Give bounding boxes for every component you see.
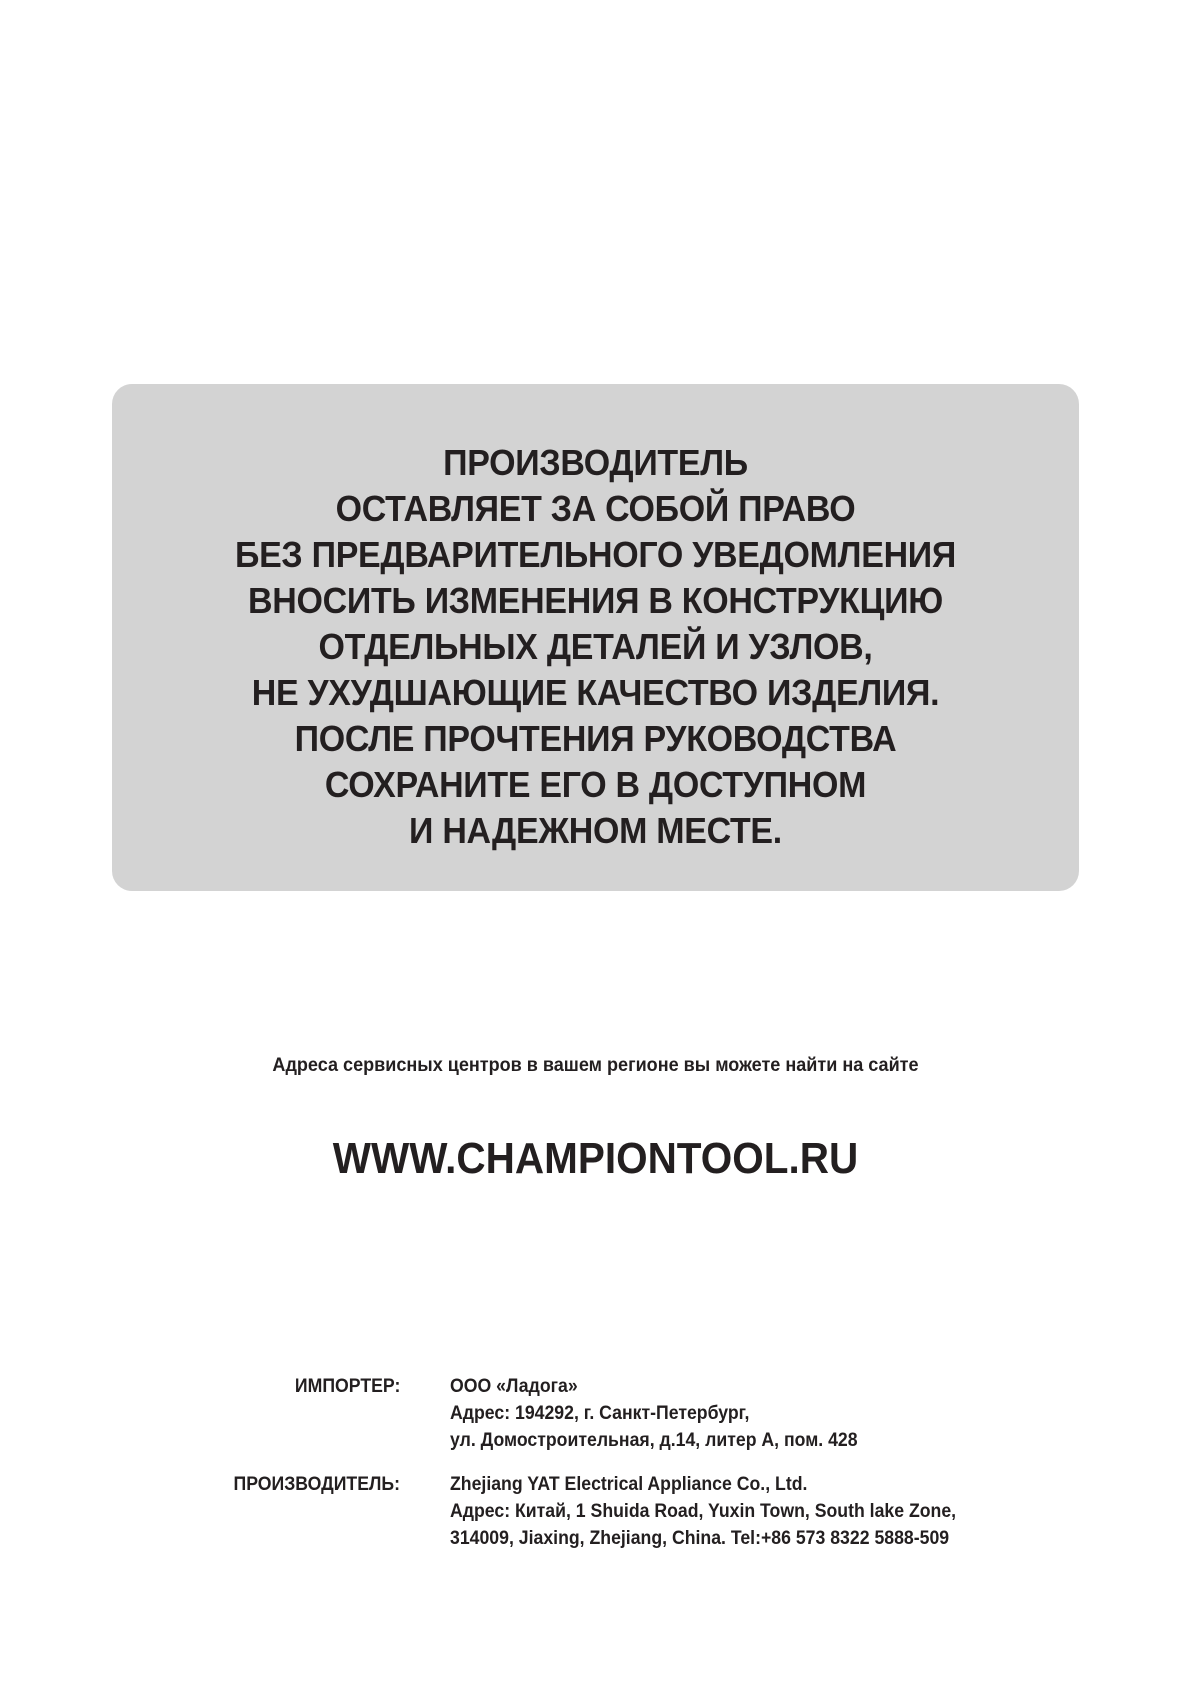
website-link[interactable]: WWW.CHAMPIONTOOL.RU [332,1134,859,1183]
importer-address-line: Адрес: 194292, г. Санкт-Петербург, [450,1403,750,1424]
notice-line: ОСТАВЛЯЕТ ЗА СОБОЙ ПРАВО [335,488,856,529]
importer-label: ИМПОРТЕР: [294,1376,400,1397]
importer-details [450,1373,888,1454]
notice-line: ВНОСИТЬ ИЗМЕНЕНИЯ В КОНСТРУКЦИЮ [248,580,943,621]
manufacturer-details [450,1471,994,1552]
notice-box [112,384,1079,891]
notice-line: ПОСЛЕ ПРОЧТЕНИЯ РУКОВОДСТВА [294,718,897,759]
notice-line: ПРОИЗВОДИТЕЛЬ [443,442,748,483]
notice-line: ОТДЕЛЬНЫХ ДЕТАЛЕЙ И УЗЛОВ, [318,626,873,667]
importer-name: ООО «Ладога» [450,1376,578,1397]
notice-line: И НАДЕЖНОМ МЕСТЕ. [409,810,782,851]
importer-address-line: ул. Домостроительная, д.14, литер А, пом. 428 [450,1430,858,1451]
manufacturer-label: ПРОИЗВОДИТЕЛЬ: [233,1474,400,1495]
manufacturer-address-line: 314009, Jiaxing, Zhejiang, China. Tel:+86 573 8322 5888-509 [450,1528,950,1549]
notice-line: БЕЗ ПРЕДВАРИТЕЛЬНОГО УВЕДОМЛЕНИЯ [234,534,957,575]
manufacturer-name: Zhejiang YAT Electrical Appliance Co., Ltd. [450,1474,808,1495]
service-centers-text: Адреса сервисных центров в вашем регионе вы можете найти на сайте [272,1055,919,1076]
manufacturer-address-line: Адрес: Китай, 1 Shuida Road, Yuxin Town, South lake Zone, [450,1501,957,1522]
notice-line: СОХРАНИТЕ ЕГО В ДОСТУПНОМ [324,764,867,805]
notice-line: НЕ УХУДШАЮЩИЕ КАЧЕСТВО ИЗДЕЛИЯ. [251,672,940,713]
